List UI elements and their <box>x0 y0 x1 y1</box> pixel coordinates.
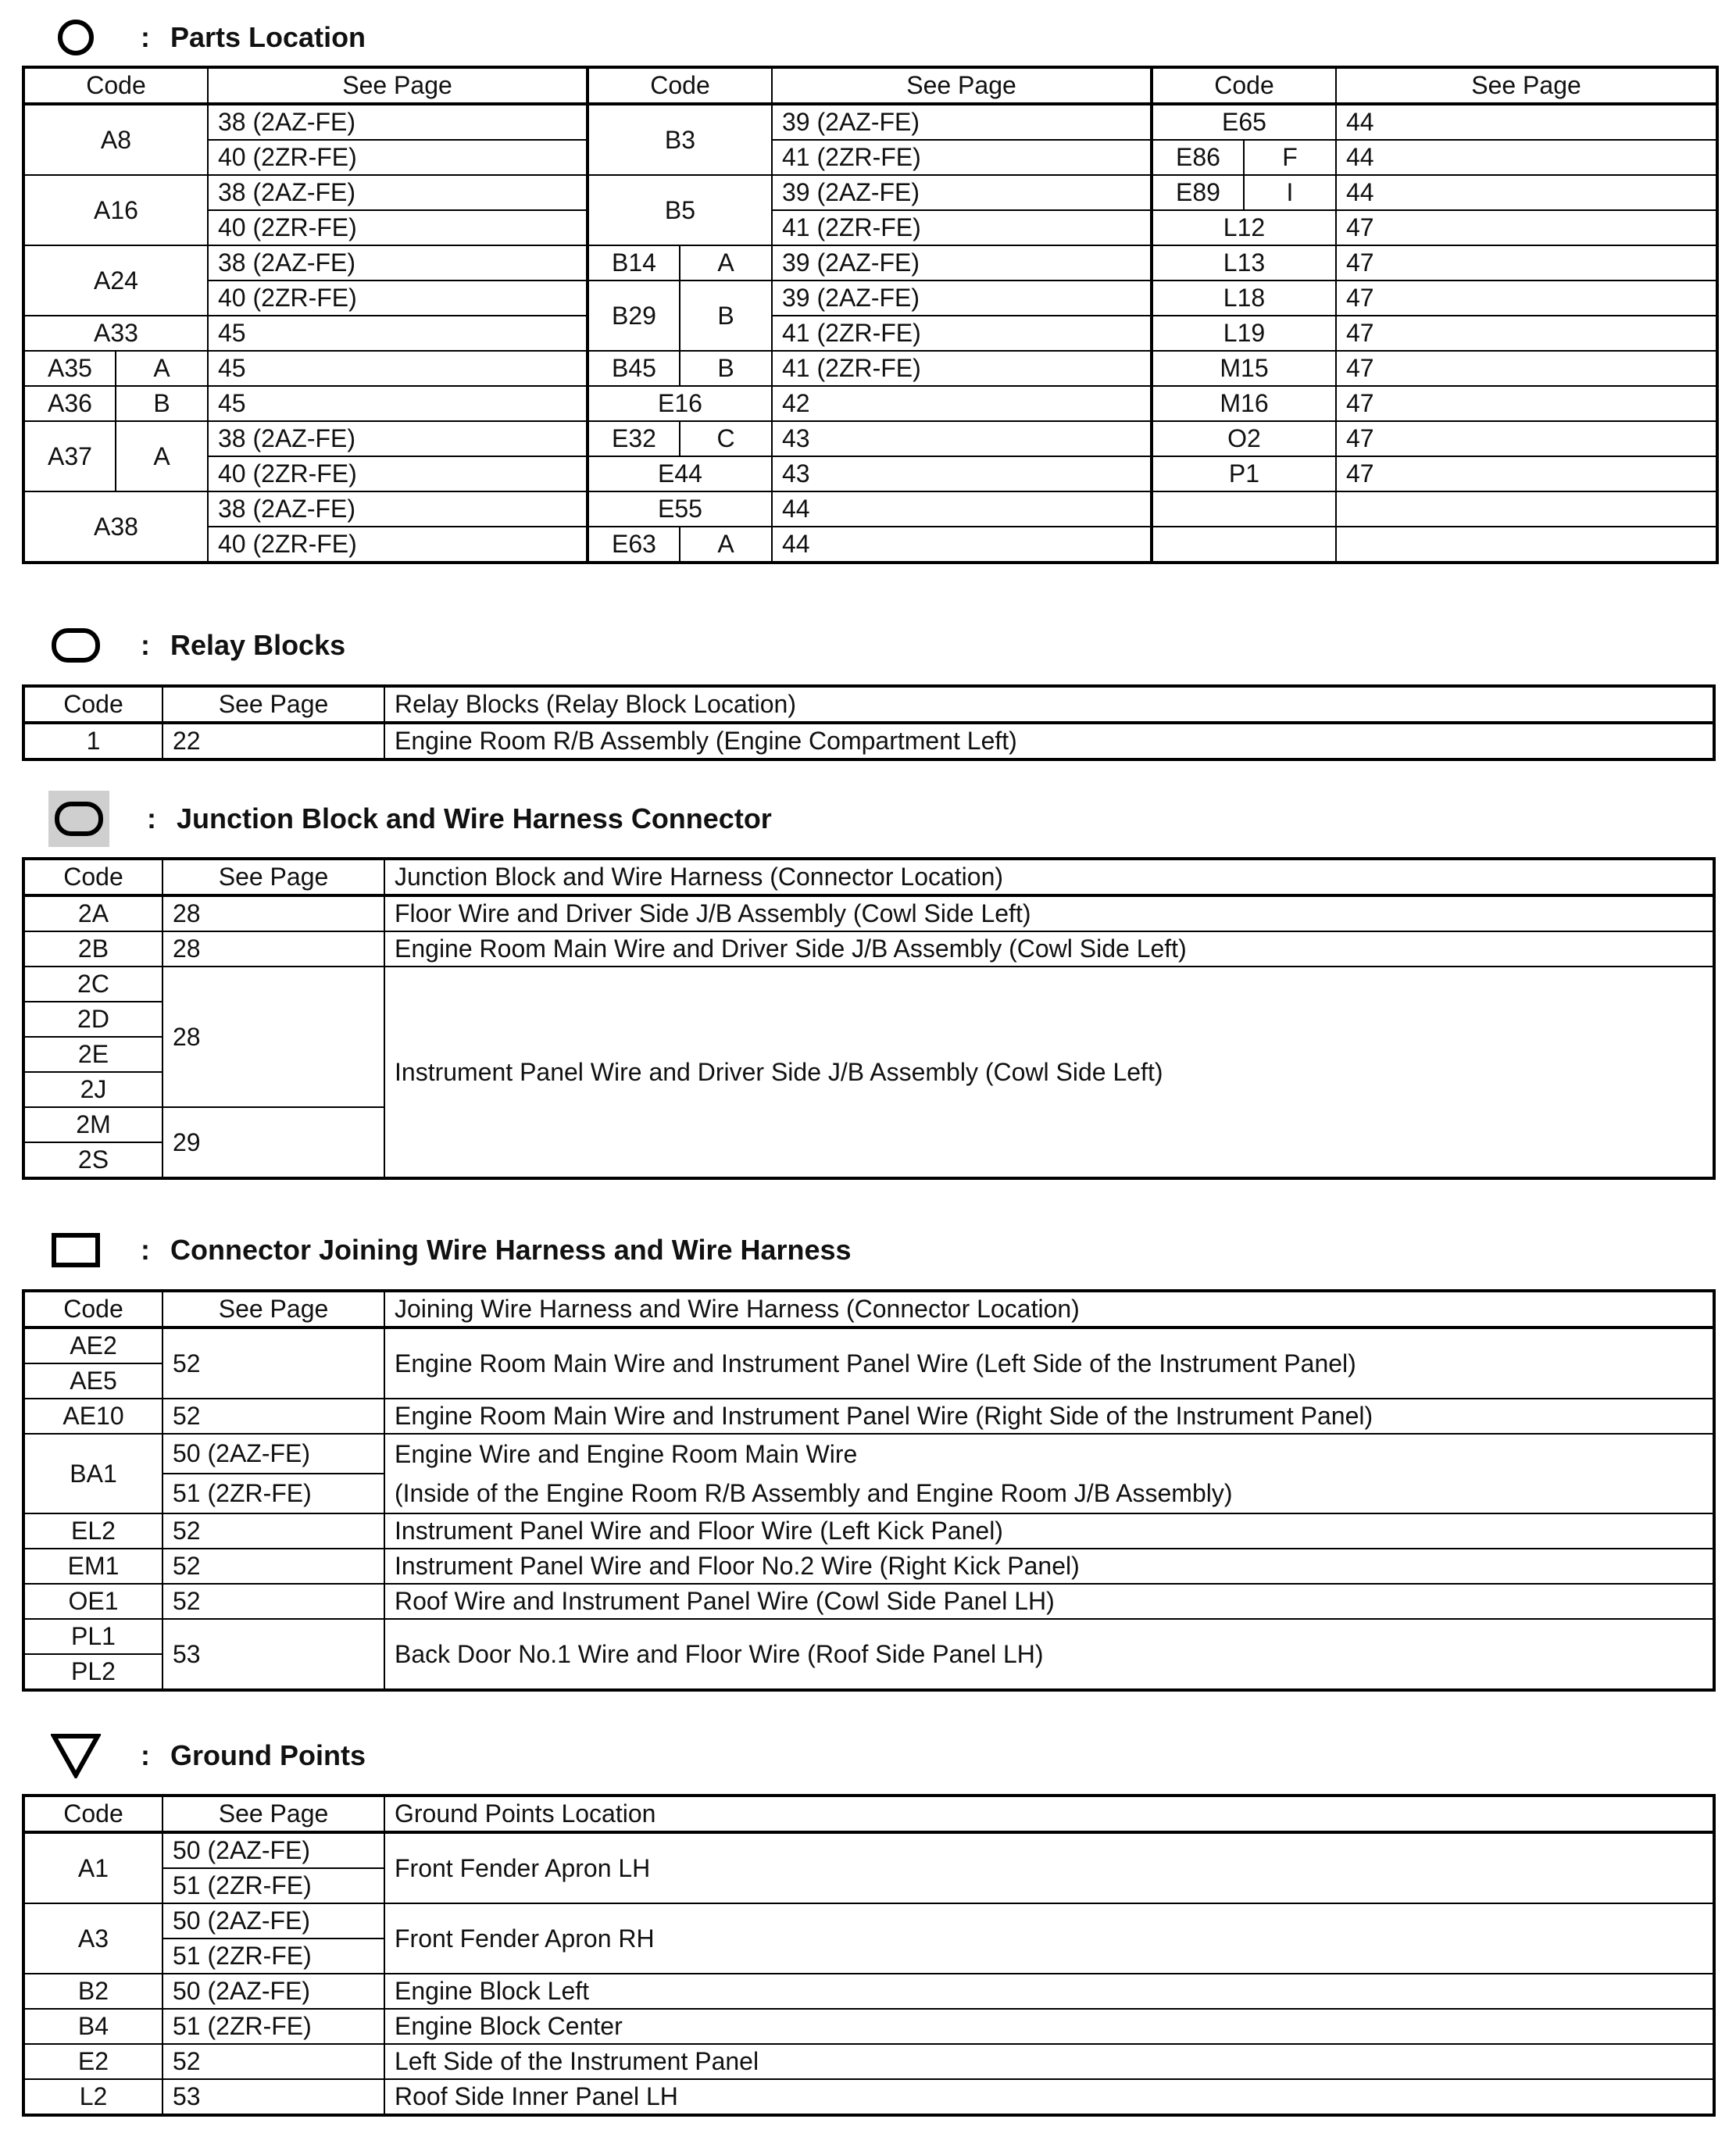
relay-blocks-table <box>22 684 1716 761</box>
page-cell: 47 <box>1336 351 1717 386</box>
page-cell: 52 <box>163 1584 384 1619</box>
description-line: Engine Wire and Engine Room Main Wire <box>395 1440 858 1468</box>
page-cell: 22 <box>163 723 384 759</box>
description-cell: Engine Block Center <box>384 2009 1714 2044</box>
description-cell: Instrument Panel Wire and Floor No.2 Wire (Right Kick Panel) <box>384 1549 1714 1584</box>
code-cell: B2 <box>23 1974 163 2009</box>
code-cell: E55 <box>588 491 772 527</box>
table-row <box>23 386 1717 421</box>
square-icon <box>48 1227 103 1274</box>
code-cell: A16 <box>23 175 208 245</box>
description-cell <box>384 1434 1714 1513</box>
page-cell: 38 (2AZ-FE) <box>208 245 588 281</box>
code-cell: A24 <box>23 245 208 316</box>
description-cell: Roof Wire and Instrument Panel Wire (Cowl Side Panel LH) <box>384 1584 1714 1619</box>
ground-points-table <box>22 1794 1716 2117</box>
table-row <box>23 1974 1714 2009</box>
description-cell: Left Side of the Instrument Panel <box>384 2044 1714 2079</box>
table-row <box>23 2009 1714 2044</box>
description-cell: Front Fender Apron LH <box>384 1832 1714 1903</box>
page-cell: 39 (2AZ-FE) <box>772 281 1152 316</box>
header-code: Code <box>23 1291 163 1327</box>
header-see-page: See Page <box>163 1291 384 1327</box>
description-cell: Roof Side Inner Panel LH <box>384 2079 1714 2115</box>
section-title: Ground Points <box>170 1739 366 1771</box>
code-cell: L2 <box>23 2079 163 2115</box>
code-cell: 2A <box>23 895 163 931</box>
table-row <box>23 316 1717 351</box>
page-cell: 40 (2ZR-FE) <box>208 456 588 491</box>
description-cell: Engine Room Main Wire and Instrument Panel Wire (Left Side of the Instrument Panel) <box>384 1327 1714 1399</box>
header-code: Code <box>23 686 163 723</box>
shaded-rounded-rect-icon <box>48 791 109 847</box>
table-row <box>23 140 1717 175</box>
rounded-rect-icon <box>48 622 103 669</box>
sub-code-cell: C <box>680 421 772 456</box>
page-cell: 38 (2AZ-FE) <box>208 491 588 527</box>
empty-cell <box>1336 491 1717 527</box>
page-cell: 45 <box>208 316 588 351</box>
page-cell: 28 <box>163 967 384 1107</box>
table-row <box>23 281 1717 316</box>
header-description: Ground Points Location <box>384 1796 1714 1832</box>
table-row <box>23 456 1717 491</box>
page-cell: 50 (2AZ-FE) <box>163 1903 384 1939</box>
description-cell: Front Fender Apron RH <box>384 1903 1714 1974</box>
sub-code-cell: I <box>1244 175 1336 210</box>
page-cell: 40 (2ZR-FE) <box>208 281 588 316</box>
page-cell: 45 <box>208 351 588 386</box>
table-header <box>23 67 1717 104</box>
code-cell: L18 <box>1152 281 1336 316</box>
code-cell: EL2 <box>23 1513 163 1549</box>
header-see-page: See Page <box>1336 67 1717 104</box>
table-row <box>23 1832 1714 1868</box>
parts-location-heading <box>48 13 366 63</box>
code-cell: EM1 <box>23 1549 163 1584</box>
colon: : <box>147 802 156 834</box>
page-cell: 47 <box>1336 316 1717 351</box>
code-cell: 2S <box>23 1142 163 1178</box>
code-cell: E32 <box>588 421 680 456</box>
table-row <box>23 967 1714 1002</box>
sub-code-cell: B <box>680 281 772 351</box>
code-cell: O2 <box>1152 421 1336 456</box>
section-title: Parts Location <box>170 21 366 53</box>
code-cell: L13 <box>1152 245 1336 281</box>
code-cell: P1 <box>1152 456 1336 491</box>
page-cell: 40 (2ZR-FE) <box>208 527 588 563</box>
page-cell: 41 (2ZR-FE) <box>772 210 1152 245</box>
code-cell: A33 <box>23 316 208 351</box>
page-cell: 39 (2AZ-FE) <box>772 104 1152 140</box>
code-cell: 1 <box>23 723 163 759</box>
page-cell: 52 <box>163 1513 384 1549</box>
colon: : <box>141 21 150 53</box>
page-cell: 40 (2ZR-FE) <box>208 210 588 245</box>
connector-joining-table <box>22 1289 1716 1692</box>
page-cell: 44 <box>1336 104 1717 140</box>
page-cell: 47 <box>1336 210 1717 245</box>
code-cell: 2M <box>23 1107 163 1142</box>
code-cell: E63 <box>588 527 680 563</box>
page-cell: 47 <box>1336 386 1717 421</box>
page-cell: 29 <box>163 1107 384 1178</box>
code-cell: A38 <box>23 491 208 563</box>
page-cell: 51 (2ZR-FE) <box>163 2009 384 2044</box>
page-cell: 50 (2AZ-FE) <box>163 1434 384 1474</box>
code-cell: B29 <box>588 281 680 351</box>
page-cell: 50 (2AZ-FE) <box>163 1974 384 2009</box>
page-cell: 28 <box>163 931 384 967</box>
description-cell: Engine Room Main Wire and Driver Side J/B Assembly (Cowl Side Left) <box>384 931 1714 967</box>
table-row <box>23 351 1717 386</box>
table-row <box>23 1399 1714 1434</box>
colon: : <box>141 1234 150 1266</box>
empty-cell <box>1336 527 1717 563</box>
code-cell: 2C <box>23 967 163 1002</box>
page-cell: 52 <box>163 1399 384 1434</box>
code-cell: L19 <box>1152 316 1336 351</box>
page-cell: 42 <box>772 386 1152 421</box>
code-cell: E16 <box>588 386 772 421</box>
page-cell: 44 <box>1336 140 1717 175</box>
code-cell: A36 <box>23 386 116 421</box>
relay-blocks-heading <box>48 620 345 670</box>
header-see-page: See Page <box>163 686 384 723</box>
empty-cell <box>1152 491 1336 527</box>
page-cell: 40 (2ZR-FE) <box>208 140 588 175</box>
page-cell: 47 <box>1336 281 1717 316</box>
code-cell: A35 <box>23 351 116 386</box>
page-cell: 41 (2ZR-FE) <box>772 140 1152 175</box>
code-cell: 2D <box>23 1002 163 1037</box>
table-row <box>23 895 1714 931</box>
table-row <box>23 245 1717 281</box>
sub-code-cell: A <box>680 527 772 563</box>
code-cell: E65 <box>1152 104 1336 140</box>
empty-cell <box>1152 527 1336 563</box>
table-row <box>23 1434 1714 1474</box>
colon: : <box>141 629 150 661</box>
page-cell: 52 <box>163 1549 384 1584</box>
sub-code-cell: B <box>680 351 772 386</box>
header-see-page: See Page <box>163 1796 384 1832</box>
page-cell: 39 (2AZ-FE) <box>772 245 1152 281</box>
code-cell: PL1 <box>23 1619 163 1654</box>
table-header <box>23 859 1714 895</box>
table-row <box>23 1619 1714 1654</box>
header-see-page: See Page <box>772 67 1152 104</box>
description-cell: Engine Room R/B Assembly (Engine Compartment Left) <box>384 723 1714 759</box>
table-row <box>23 527 1717 563</box>
table-row <box>23 1327 1714 1363</box>
page-cell: 53 <box>163 1619 384 1690</box>
page-cell: 38 (2AZ-FE) <box>208 104 588 140</box>
page-cell: 44 <box>772 491 1152 527</box>
code-cell: B4 <box>23 2009 163 2044</box>
code-cell: M16 <box>1152 386 1336 421</box>
code-cell: AE5 <box>23 1363 163 1399</box>
table-row <box>23 1903 1714 1939</box>
table-row <box>23 210 1717 245</box>
description-cell: Instrument Panel Wire and Floor Wire (Left Kick Panel) <box>384 1513 1714 1549</box>
header-code: Code <box>23 67 208 104</box>
code-cell: E2 <box>23 2044 163 2079</box>
table-row <box>23 723 1714 759</box>
code-cell: B3 <box>588 104 772 175</box>
code-cell: A3 <box>23 1903 163 1974</box>
code-cell: A1 <box>23 1832 163 1903</box>
page-cell: 43 <box>772 456 1152 491</box>
circle-icon <box>48 14 103 61</box>
description-line: (Inside of the Engine Room R/B Assembly and Engine Room J/B Assembly) <box>395 1479 1233 1507</box>
page-cell: 51 (2ZR-FE) <box>163 1474 384 1513</box>
table-row <box>23 1584 1714 1619</box>
table-row <box>23 421 1717 456</box>
code-cell: AE2 <box>23 1327 163 1363</box>
table-header <box>23 1291 1714 1327</box>
code-cell: M15 <box>1152 351 1336 386</box>
sub-code-cell: F <box>1244 140 1336 175</box>
page-cell: 38 (2AZ-FE) <box>208 421 588 456</box>
code-cell: E44 <box>588 456 772 491</box>
page-cell: 41 (2ZR-FE) <box>772 351 1152 386</box>
page-cell: 39 (2AZ-FE) <box>772 175 1152 210</box>
description-cell: Engine Room Main Wire and Instrument Panel Wire (Right Side of the Instrument Panel) <box>384 1399 1714 1434</box>
connector-joining-heading <box>48 1225 852 1275</box>
page-cell: 44 <box>772 527 1152 563</box>
description-cell: Floor Wire and Driver Side J/B Assembly (Cowl Side Left) <box>384 895 1714 931</box>
page-cell: 28 <box>163 895 384 931</box>
header-description: Junction Block and Wire Harness (Connector Location) <box>384 859 1714 895</box>
description-cell: Engine Block Left <box>384 1974 1714 2009</box>
section-title: Connector Joining Wire Harness and Wire Harness <box>170 1234 852 1266</box>
code-cell: A37 <box>23 421 116 491</box>
header-code: Code <box>588 67 772 104</box>
header-code: Code <box>23 1796 163 1832</box>
code-cell: PL2 <box>23 1654 163 1690</box>
table-header <box>23 686 1714 723</box>
code-cell: E89 <box>1152 175 1244 210</box>
code-cell: B45 <box>588 351 680 386</box>
header-see-page: See Page <box>163 859 384 895</box>
table-row <box>23 104 1717 140</box>
page-cell: 52 <box>163 1327 384 1399</box>
page-cell: 41 (2ZR-FE) <box>772 316 1152 351</box>
header-code: Code <box>1152 67 1336 104</box>
page-cell: 53 <box>163 2079 384 2115</box>
table-row <box>23 491 1717 527</box>
code-cell: 2B <box>23 931 163 967</box>
table-row <box>23 175 1717 210</box>
table-row <box>23 2044 1714 2079</box>
code-cell: 2J <box>23 1072 163 1107</box>
code-cell: OE1 <box>23 1584 163 1619</box>
page-cell: 45 <box>208 386 588 421</box>
code-cell: B5 <box>588 175 772 245</box>
parts-location-table <box>22 66 1719 564</box>
code-cell: 2E <box>23 1037 163 1072</box>
code-cell: E86 <box>1152 140 1244 175</box>
page-cell: 52 <box>163 2044 384 2079</box>
triangle-down-icon <box>48 1732 103 1779</box>
page-cell: 38 (2AZ-FE) <box>208 175 588 210</box>
page-cell: 51 (2ZR-FE) <box>163 1868 384 1903</box>
code-cell: L12 <box>1152 210 1336 245</box>
header-description: Joining Wire Harness and Wire Harness (Connector Location) <box>384 1291 1714 1327</box>
table-row <box>23 1549 1714 1584</box>
junction-block-heading <box>48 794 772 844</box>
page-cell: 44 <box>1336 175 1717 210</box>
sub-code-cell: A <box>116 351 208 386</box>
page-cell: 47 <box>1336 245 1717 281</box>
table-row <box>23 931 1714 967</box>
header-description: Relay Blocks (Relay Block Location) <box>384 686 1714 723</box>
colon: : <box>141 1739 150 1771</box>
table-row <box>23 1513 1714 1549</box>
junction-block-table <box>22 857 1716 1180</box>
description-cell: Instrument Panel Wire and Driver Side J/B Assembly (Cowl Side Left) <box>384 967 1714 1178</box>
section-title: Junction Block and Wire Harness Connector <box>177 802 772 834</box>
section-title: Relay Blocks <box>170 629 346 661</box>
page-cell: 50 (2AZ-FE) <box>163 1832 384 1868</box>
sub-code-cell: A <box>680 245 772 281</box>
ground-points-heading <box>48 1731 366 1781</box>
header-see-page: See Page <box>208 67 588 104</box>
table-row <box>23 2079 1714 2115</box>
page-cell: 43 <box>772 421 1152 456</box>
sub-code-cell: B <box>116 386 208 421</box>
page-cell: 47 <box>1336 456 1717 491</box>
header-code: Code <box>23 859 163 895</box>
sub-code-cell: A <box>116 421 208 491</box>
page-cell: 47 <box>1336 421 1717 456</box>
table-header <box>23 1796 1714 1832</box>
description-cell: Back Door No.1 Wire and Floor Wire (Roof Side Panel LH) <box>384 1619 1714 1690</box>
code-cell: B14 <box>588 245 680 281</box>
code-cell: AE10 <box>23 1399 163 1434</box>
page-cell: 51 (2ZR-FE) <box>163 1939 384 1974</box>
code-cell: BA1 <box>23 1434 163 1513</box>
code-cell: A8 <box>23 104 208 175</box>
